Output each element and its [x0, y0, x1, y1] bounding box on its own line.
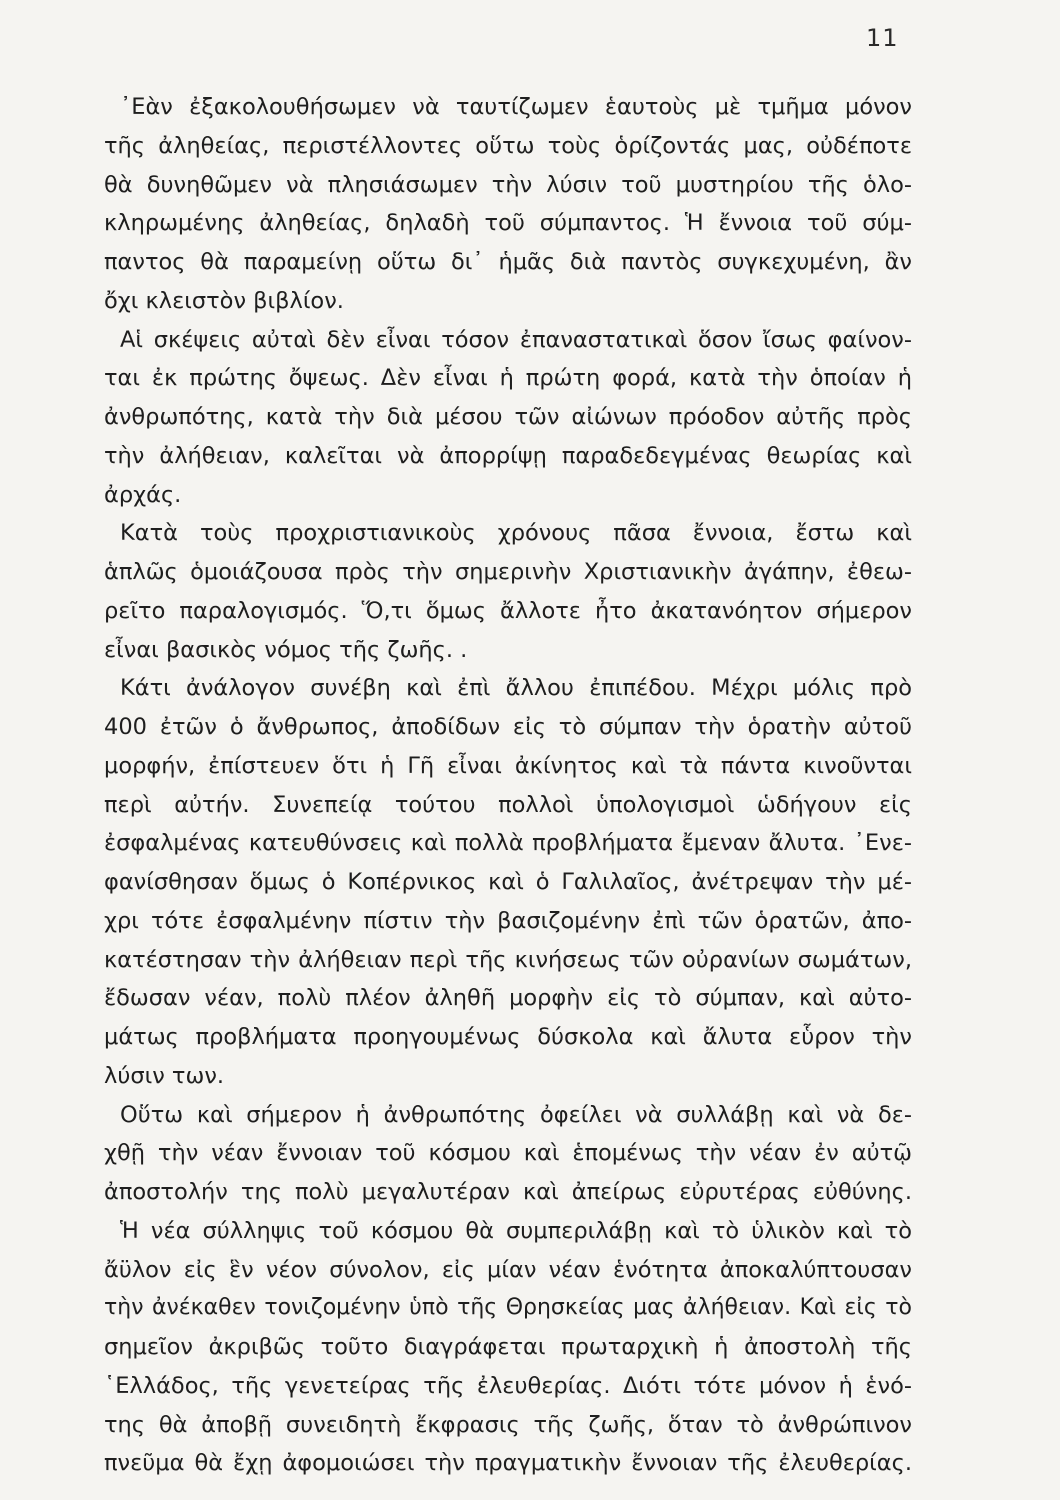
- text-line: περὶ αὐτήν. Συνεπείᾳ τούτου πολλοὶ ὑπολογισμοὶ ὡδήγουν εἰς: [104, 791, 912, 818]
- text-line: ἐσφαλμένας κατευθύνσεις καὶ πολλὰ προβλήματα ἔμεναν ἄλυτα. ᾿Ενε-: [104, 830, 912, 857]
- text-line: παντος θὰ παραμείνῃ οὕτω δι᾿ ἡμᾶς διὰ παντὸς συγκεχυμένη, ἂν: [104, 249, 912, 275]
- text-line: ἀποστολήν της πολὺ μεγαλυτέραν καὶ ἀπείρως εὐρυτέρας εὐθύνης.: [104, 1179, 912, 1205]
- text-line: Κατὰ τοὺς προχριστιανικοὺς χρόνους πᾶσα ἔννοια, ἔστω καὶ: [120, 520, 912, 547]
- text-line: κληρωμένης ἀληθείας, δηλαδὴ τοῦ σύμπαντος. Ἡ ἔννοια τοῦ σύμ-: [104, 210, 912, 237]
- text-line: της θὰ ἀποβῇ συνειδητὴ ἔκφρασις τῆς ζωῆς, ὅταν τὸ ἀνθρώπινον: [104, 1411, 912, 1438]
- body-text: [104, 88, 912, 1483]
- text-line: τῆς ἀληθείας, περιστέλλοντες οὕτω τοὺς ὁρίζοντάς μας, οὐδέποτε: [104, 132, 912, 159]
- text-line: ἔδωσαν νέαν, πολὺ πλέον ἀληθῆ μορφὴν εἰς τὸ σύμπαν, καὶ αὐτο-: [104, 985, 912, 1012]
- text-line: ἄϋλον εἰς ἓν νέον σύνολον, εἰς μίαν νέαν ἑνότητα ἀποκαλύπτουσαν: [104, 1256, 912, 1283]
- text-line: ἁπλῶς ὁμοιάζουσα πρὸς τὴν σημερινὴν Χριστιανικὴν ἀγάπην, ἐθεω-: [104, 559, 912, 585]
- text-line: θὰ δυνηθῶμεν νὰ πλησιάσωμεν τὴν λύσιν τοῦ μυστηρίου τῆς ὁλο-: [104, 171, 912, 198]
- text-line: ῾Ελλάδος, τῆς γενετείρας τῆς ἐλευθερίας. Διότι τότε μόνον ἡ ἑνό-: [104, 1372, 912, 1399]
- text-line: μορφήν, ἐπίστευεν ὅτι ἡ Γῆ εἶναι ἀκίνητος καὶ τὰ πάντα κινοῦνται: [104, 752, 912, 779]
- text-line: σημεῖον ἀκριβῶς τοῦτο διαγράφεται πρωταρχικὴ ἡ ἀποστολὴ τῆς: [104, 1334, 912, 1360]
- text-line: χρι τότε ἐσφαλμένην πίστιν τὴν βασιζομένην ἐπὶ τῶν ὁρατῶν, ἀπο-: [104, 907, 912, 934]
- text-line: λύσιν των.: [104, 1062, 225, 1089]
- text-line: ᾿Εὰν ἐξακολουθήσωμεν νὰ ταυτίζωμεν ἑαυτοὺς μὲ τμῆμα μόνον: [120, 94, 912, 120]
- text-line: ται ἐκ πρώτης ὄψεως. Δὲν εἶναι ἡ πρώτη φορά, κατὰ τὴν ὁποίαν ἡ: [104, 365, 912, 392]
- text-line: τὴν ἀλήθειαν, καλεῖται νὰ ἀπορρίψῃ παραδεδεγμένας θεωρίας καὶ: [104, 442, 912, 469]
- text-line: Κάτι ἀνάλογον συνέβη καὶ ἐπὶ ἄλλου ἐπιπέδου. Μέχρι μόλις πρὸ: [120, 675, 912, 702]
- text-line: χθῇ τὴν νέαν ἔννοιαν τοῦ κόσμου καὶ ἑπομένως τὴν νέαν ἐν αὐτῷ: [104, 1140, 912, 1167]
- text-line: ρεῖτο παραλογισμός. Ὅ,τι ὅμως ἄλλοτε ἦτο ἀκατανόητον σήμερον: [104, 597, 912, 624]
- text-line: ἀνθρωπότης, κατὰ τὴν διὰ μέσου τῶν αἰώνων πρόοδον αὐτῆς πρὸς: [104, 404, 912, 430]
- page-number: 11: [866, 24, 899, 52]
- text-line: εἶναι βασικὸς νόμος τῆς ζωῆς. .: [104, 636, 468, 663]
- text-line: ἀρχάς.: [104, 481, 182, 508]
- text-line: κατέστησαν τὴν ἀλήθειαν περὶ τῆς κινήσεως τῶν οὐρανίων σωμάτων,: [104, 946, 912, 973]
- text-line: Οὕτω καὶ σήμερον ἡ ἀνθρωπότης ὀφείλει νὰ συλλάβῃ καὶ νὰ δε-: [120, 1101, 912, 1128]
- text-line: φανίσθησαν ὅμως ὁ Κοπέρνικος καὶ ὁ Γαλιλαῖος, ἀνέτρεψαν τὴν μέ-: [104, 869, 912, 895]
- text-line: Ἡ νέα σύλληψις τοῦ κόσμου θὰ συμπεριλάβῃ καὶ τὸ ὑλικὸν καὶ τὸ: [120, 1217, 912, 1244]
- text-line: 400 ἐτῶν ὁ ἄνθρωπος, ἀποδίδων εἰς τὸ σύμπαν τὴν ὁρατὴν αὐτοῦ: [104, 714, 912, 740]
- text-line: τὴν ἀνέκαθεν τονιζομένην ὑπὸ τῆς Θρησκείας μας ἀλήθειαν. Καὶ εἰς τὸ: [104, 1295, 912, 1321]
- text-line: πνεῦμα θὰ ἔχῃ ἀφομοιώσει τὴν πραγματικὴν ἔννοιαν τῆς ἐλευθερίας.: [104, 1450, 912, 1477]
- text-line: Αἱ σκέψεις αὐταὶ δὲν εἶναι τόσον ἐπαναστατικαὶ ὅσον ἴσως φαίνον-: [120, 326, 912, 353]
- text-line: μάτως προβλήματα προηγουμένως δύσκολα καὶ ἄλυτα εὗρον τὴν: [104, 1024, 912, 1050]
- text-line: ὄχι κλειστὸν βιβλίον.: [104, 287, 344, 314]
